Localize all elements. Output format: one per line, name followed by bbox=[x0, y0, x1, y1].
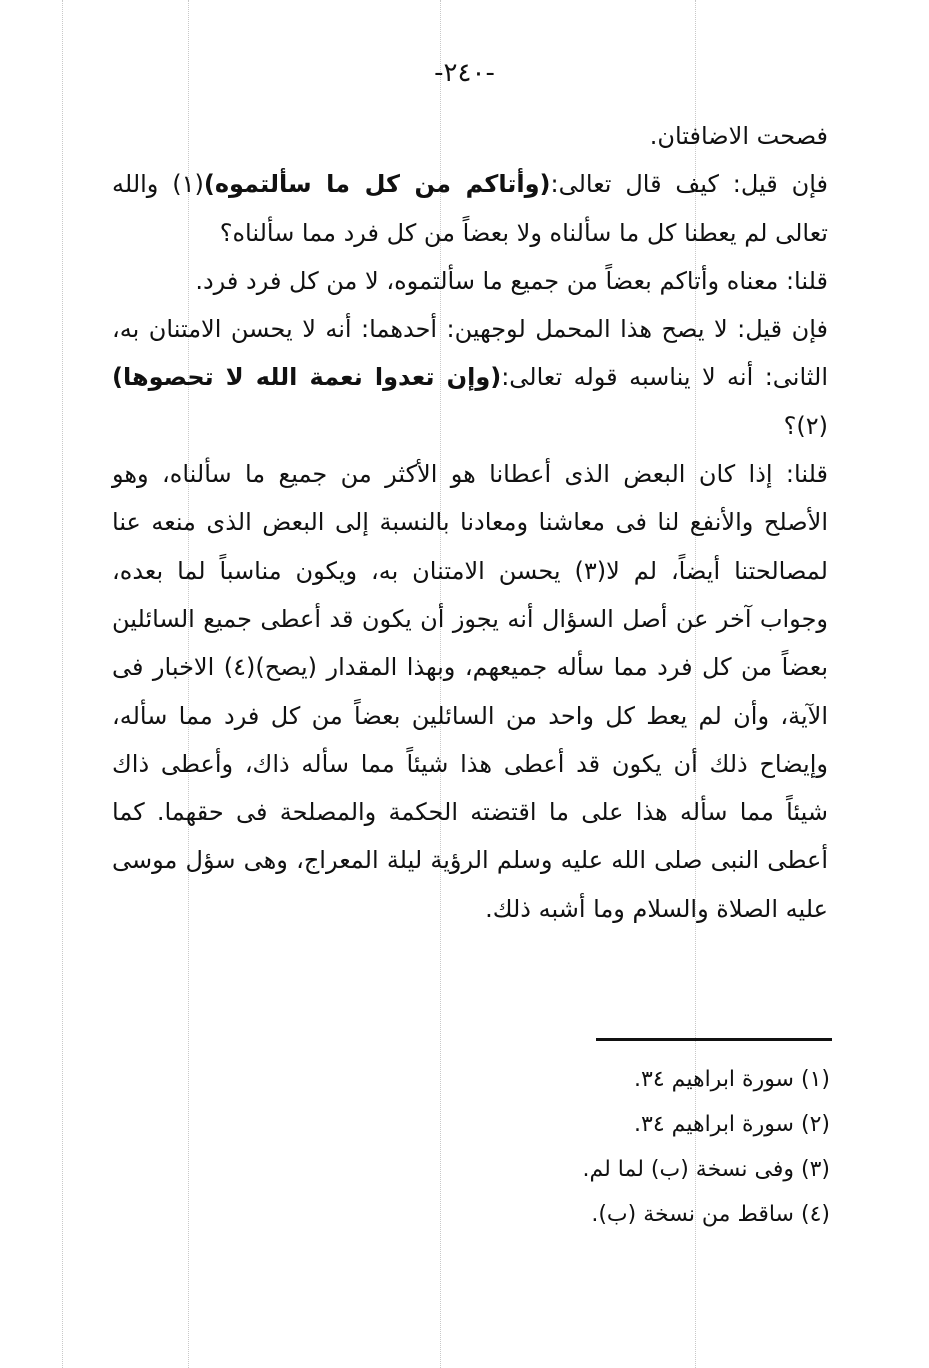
body-text bbox=[112, 112, 828, 933]
paragraph: قلنا: إذا كان البعض الذى أعطانا هو الأكثر من جميع ما سألناه، وهو الأصلح والأنفع لنا فى معاشنا ومعادنا بالنسبة إلى البعض الذى منعه عنا لمصالحتنا أيضاً، لم لا(٣) يحسن الامتنان به، ويكون مناسباً لما بعده، وجواب آخر عن أصل السؤال أنه يجوز أن يكون قد أعطى جميع السائلين بعضاً من كل فرد مما سأله جميعهم، وبهذا المقدار (يصح)(٤) الاخبار فى الآية، وأن لم يعط كل واحد من السائلين بعضاً من كل فرد مما سأله، وإيضاح ذلك أن يكون قد أعطى هذا شيئاً مما سأله ذاك، وأعطى ذاك شيئاً مما سأله هذا على ما اقتضته الحكمة والمصلحة فى حقهما. كما أعطى النبى صلى الله عليه وسلم الرؤية ليلة المعراج، وهى سؤل موسى عليه الصلاة والسلام وما أشبه ذلك. bbox=[112, 460, 828, 923]
page-number: -٢٤٠- bbox=[434, 58, 495, 88]
paragraph-text: فإن قيل: كيف قال تعالى: bbox=[550, 170, 829, 199]
paragraph-text: فإن قيل: لا يصح هذا المحمل لوجهين: أحدهما: أنه لا يحسن الامتنان به، الثانى: أنه لا يناسبه قوله تعالى: bbox=[112, 315, 828, 392]
paragraph-text: (٢)؟ bbox=[783, 411, 828, 440]
footnote: (٤) ساقط من نسخة (ب). bbox=[591, 1202, 830, 1227]
footnote: (٣) وفى نسخة (ب) لما لم. bbox=[582, 1157, 830, 1182]
quran-quote: (وأتاكم من كل ما سألتموه) bbox=[203, 170, 551, 199]
footnote-divider bbox=[596, 1038, 832, 1041]
footnote: (١) سورة ابراهيم ٣٤. bbox=[634, 1067, 830, 1092]
paragraph bbox=[112, 160, 828, 257]
paragraph-text: (١) والله تعالى لم يعطنا كل ما سألناه ولا بعضاً من كل فرد مما سألناه؟ bbox=[112, 170, 828, 247]
footnote: (٢) سورة ابراهيم ٣٤. bbox=[634, 1112, 830, 1137]
paragraph: فصحت الاضافتان. bbox=[649, 122, 828, 150]
scan-guide-line bbox=[62, 0, 63, 1368]
footnotes bbox=[400, 1057, 830, 1237]
quran-quote: (وإن تعدوا نعمة الله لا تحصوها) bbox=[112, 363, 502, 392]
paragraph: قلنا: معناه وأتاكم بعضاً من جميع ما سألتموه، لا من كل فرد فرد. bbox=[195, 266, 828, 295]
paragraph bbox=[112, 305, 828, 450]
